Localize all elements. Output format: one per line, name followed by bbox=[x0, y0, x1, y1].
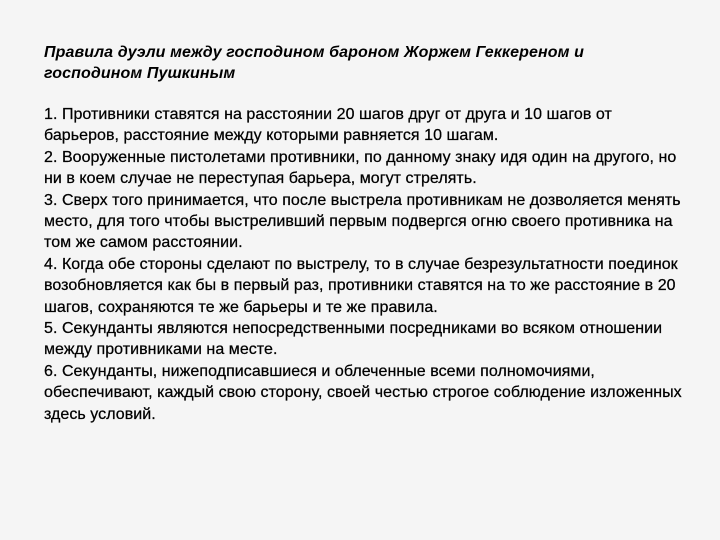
rule-item-3: 3. Сверх того принимается, что после выстрела противникам не дозволяется менять место, для того чтобы выстреливший первым подвергся огню своего противника на том же самом расстоянии. bbox=[44, 191, 681, 252]
rule-item-5: 5. Секунданты являются непосредственными посредниками во всяком отношении между противниками на месте. bbox=[44, 320, 663, 359]
rule-item-4: 4. Когда обе стороны сделают по выстрелу, то в случае безрезультатности поединок возобновляется как бы в первый раз, противники ставятся на то же расстояние в 20 шагов, сохраняются те же барьеры и те же правила. bbox=[44, 255, 678, 316]
document-content bbox=[44, 42, 684, 425]
rule-item-2: 2. Вооруженные пистолетами противники, по данному знаку идя один на другого, но ни в коем случае не переступая барьера, могут стрелять. bbox=[44, 148, 677, 188]
rule-item-1: 1. Противники ставятся на расстоянии 20 шагов друг от друга и 10 шагов от барьеров, расстояние между которыми равняется 10 шагам. bbox=[44, 106, 612, 145]
rule-item-6: 6. Секунданты, нижеподписавшиеся и облеченные всеми полномочиями, обеспечивают, каждый свою сторону, своей честью строгое соблюдение изложенных здесь условий. bbox=[44, 362, 682, 423]
document-title: Правила дуэли между господином бароном Жоржем Геккереном и господином Пушкиным bbox=[44, 44, 584, 82]
rules-list bbox=[44, 104, 684, 425]
